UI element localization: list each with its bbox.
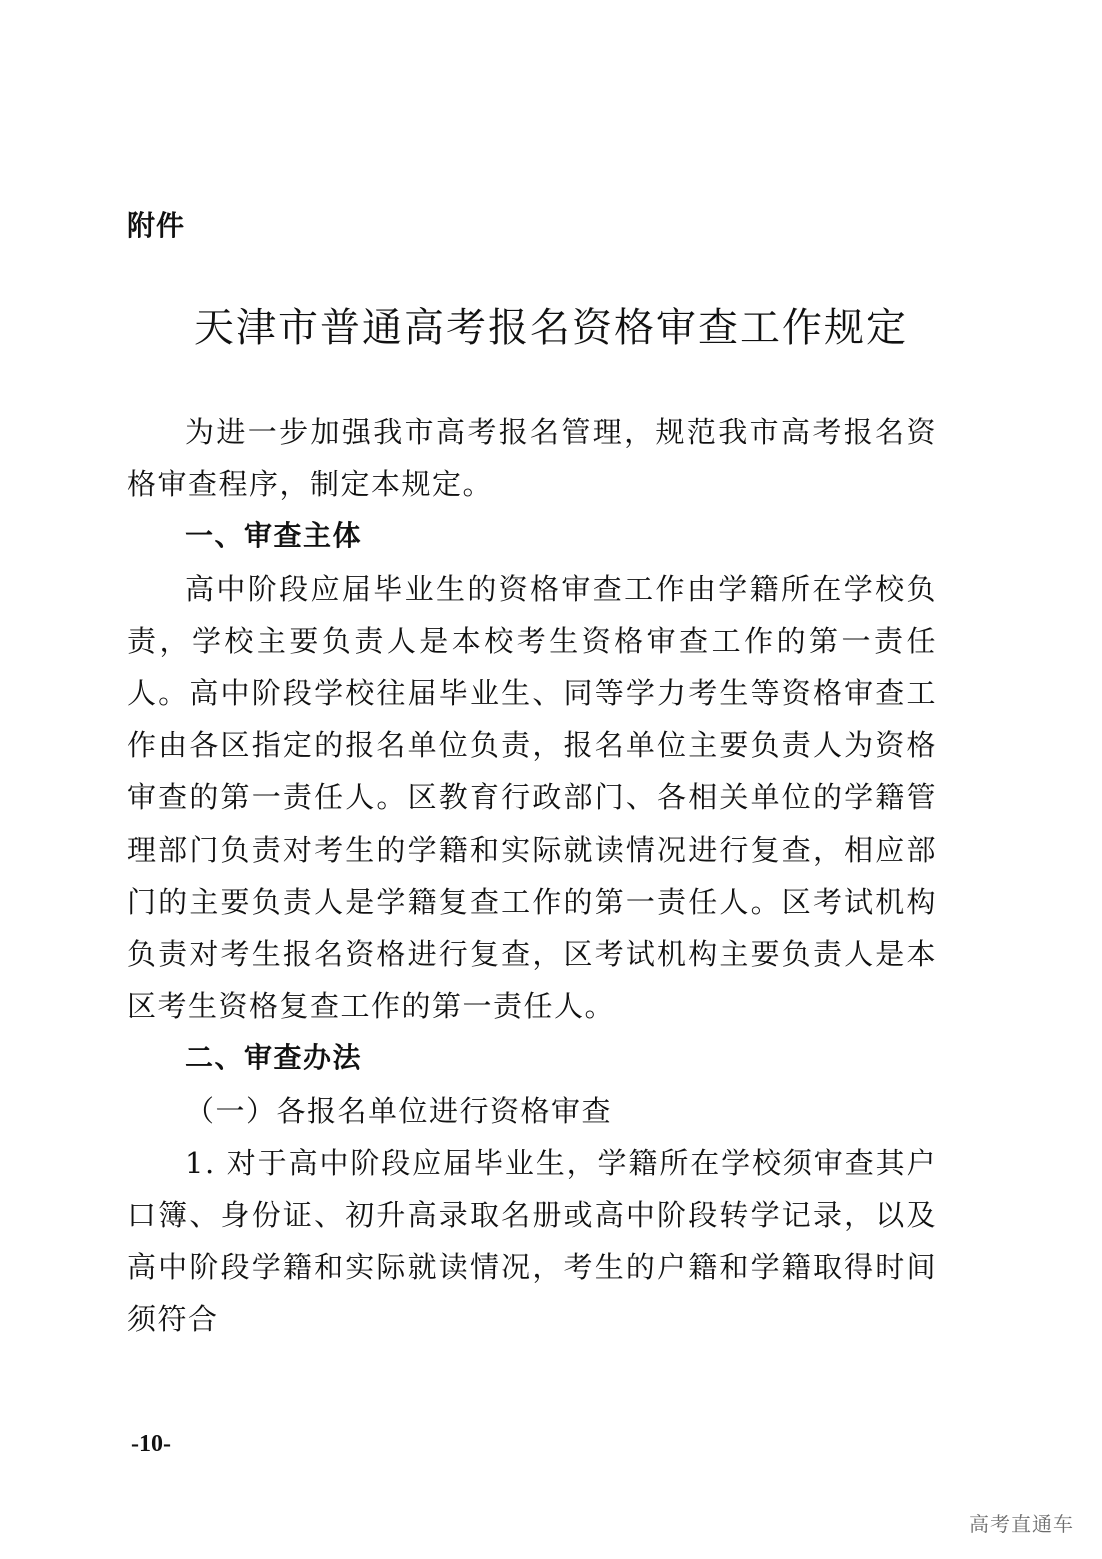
attachment-label: 附件: [127, 209, 186, 242]
intro-paragraph: 为进一步加强我市高考报名管理，规范我市高考报名资格审查程序，制定本规定。: [127, 415, 937, 502]
watermark-text: 高考直通车: [969, 1512, 1074, 1536]
document-title: 天津市普通高考报名资格审查工作规定: [194, 305, 908, 351]
section-1-heading: 一、审查主体: [185, 519, 363, 553]
section-1-paragraph: 高中阶段应届毕业生的资格审查工作由学籍所在学校负责，学校主要负责人是本校考生资格审查工作的第一责任人。高中阶段学校往届毕业生、同等学力考生等资格审查工作由各区指定的报名单位负责，报名单位主要负责人为资格审查的第一责任人。区教育行政部门、各相关单位的学籍管理部门负责对考生的学籍和实际就读情况进行复查，相应部门的主要负责人是学籍复查工作的第一责任人。区考试机构负责对考生报名资格进行复查，区考试机构主要负责人是本区考生资格复查工作的第一责任人。: [127, 571, 937, 1024]
item-1-paragraph: 1. 对于高中阶段应届毕业生，学籍所在学校须审查其户口簿、身份证、初升高录取名册或高中阶段转学记录，以及高中阶段学籍和实际就读情况，考生的户籍和学籍取得时间须符合: [127, 1145, 937, 1337]
document-body: [127, 406, 937, 1346]
section-2-subheading-1: （一）各报名单位进行资格审查: [185, 1093, 613, 1128]
page-number: -10-: [131, 1431, 171, 1457]
section-2-heading: 二、审查办法: [185, 1041, 363, 1075]
